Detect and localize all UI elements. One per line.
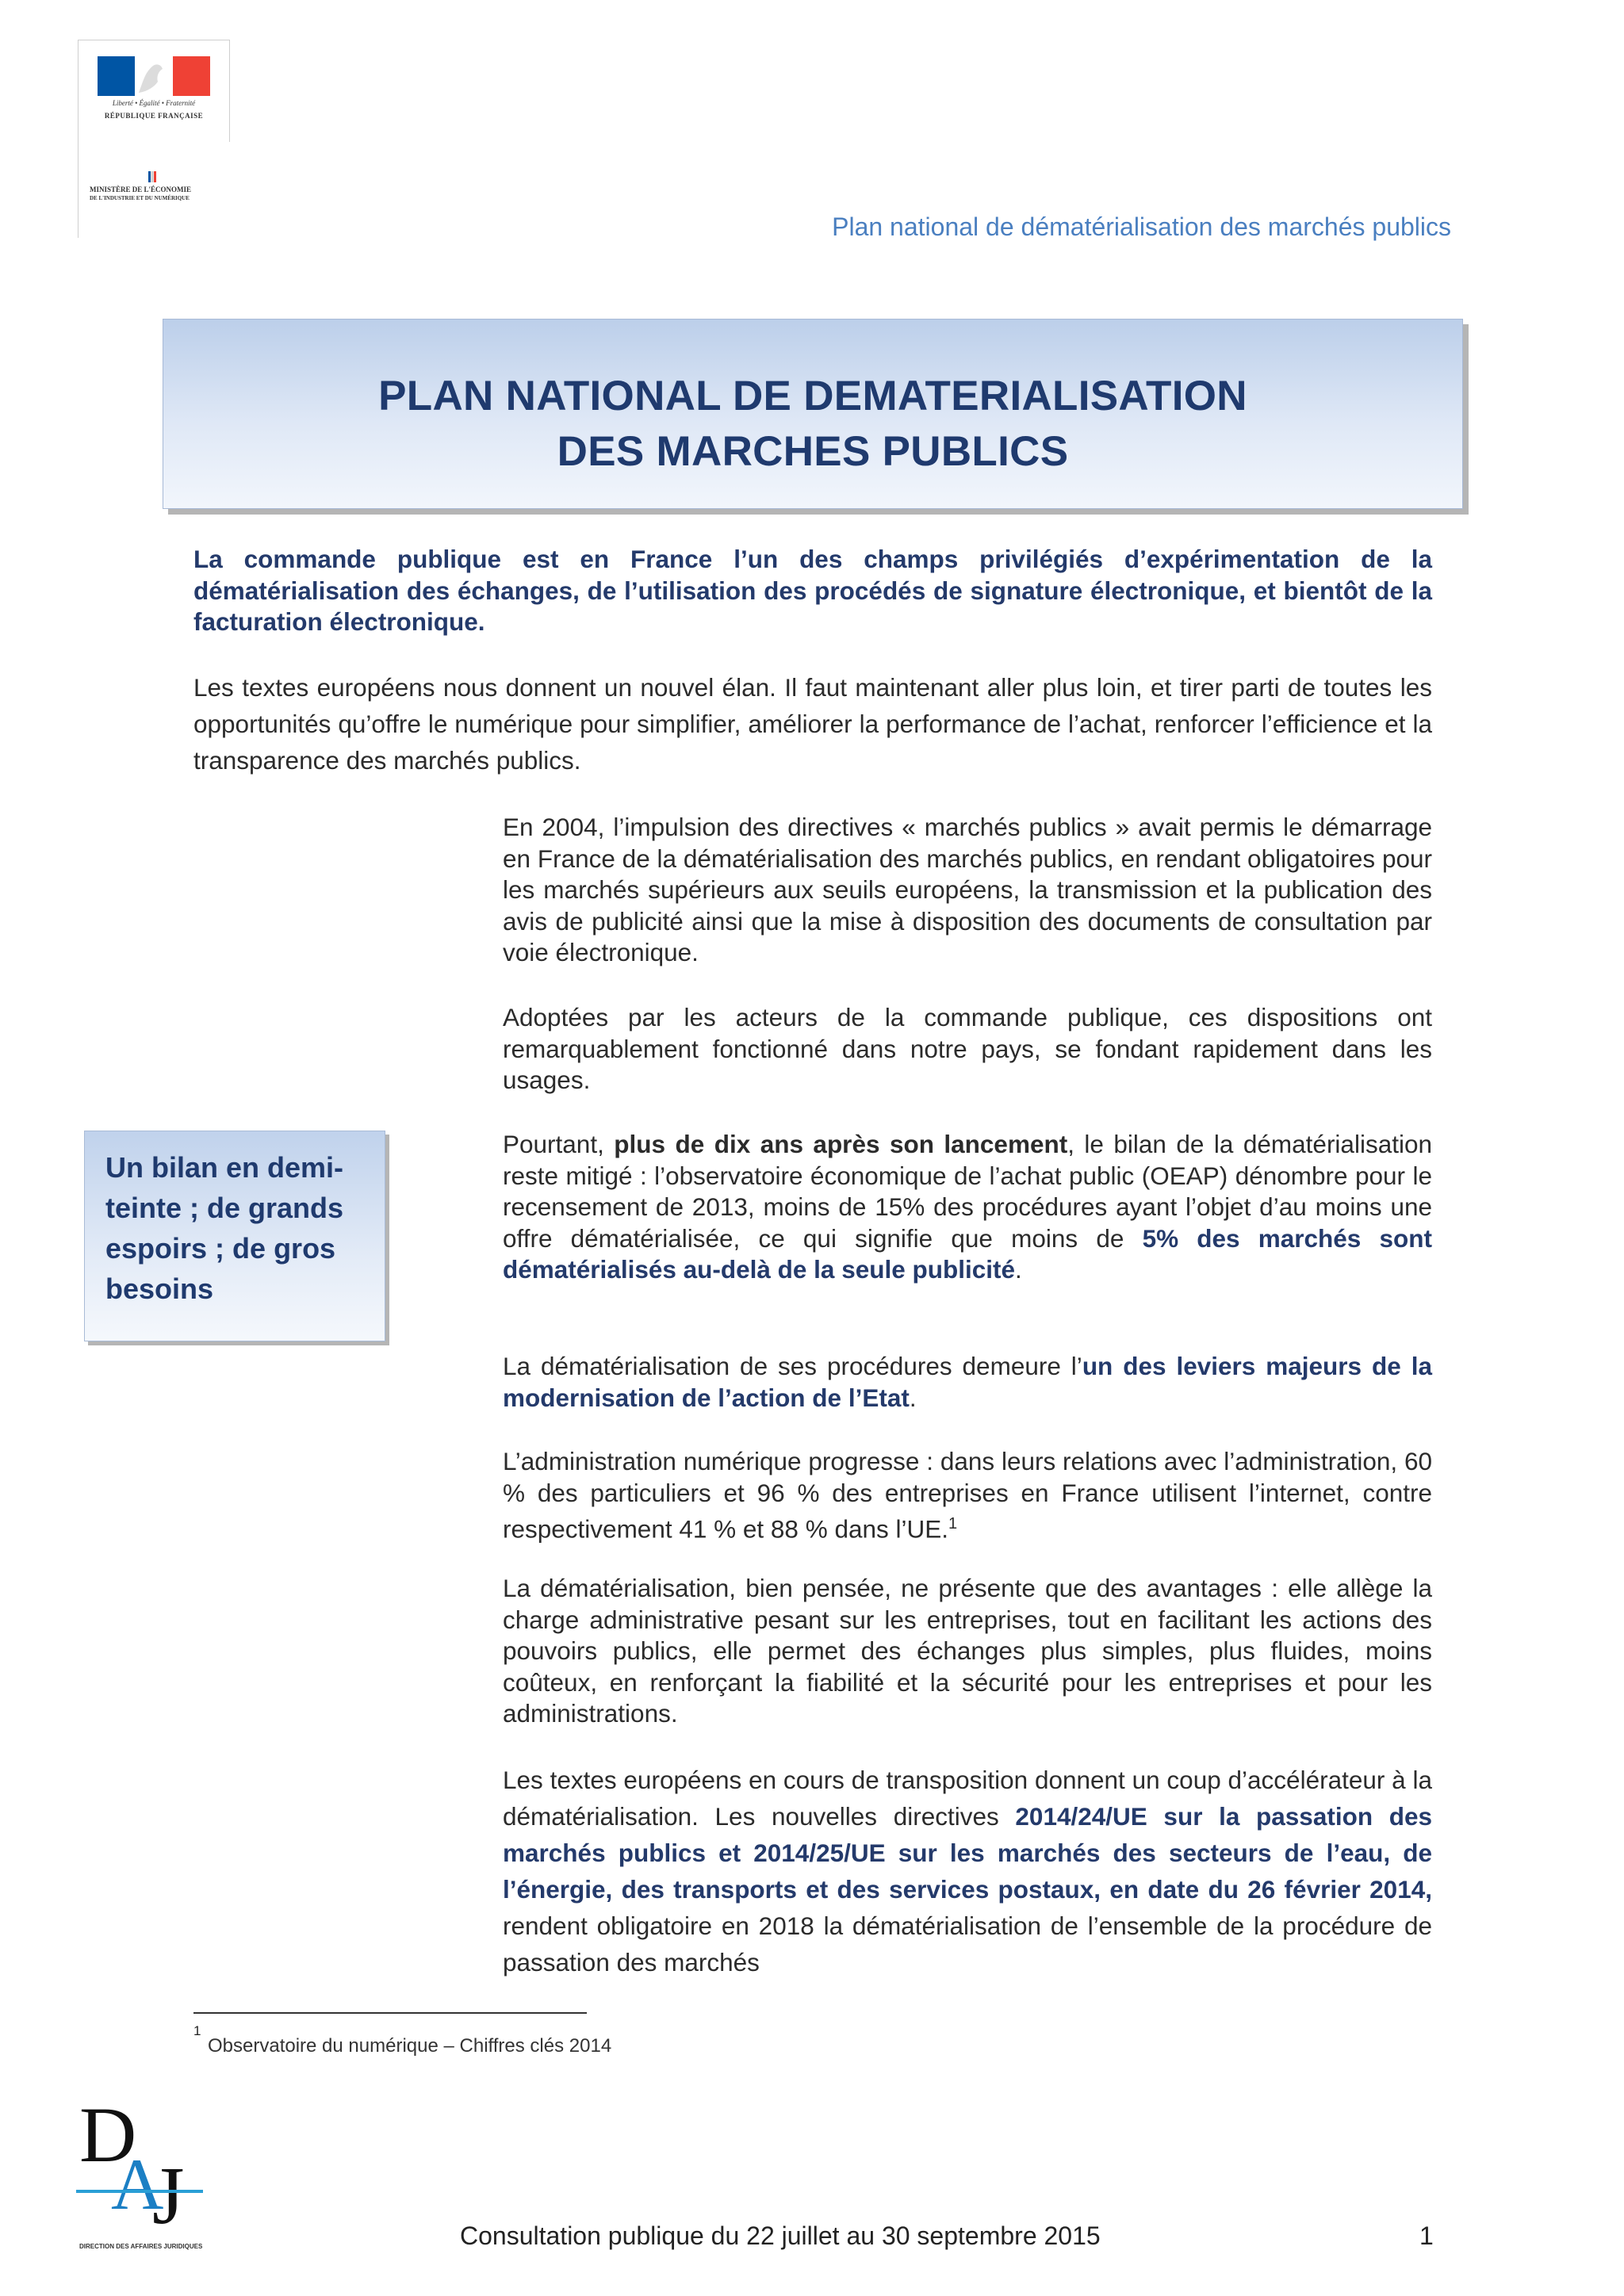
marianne-flag-icon (98, 56, 210, 96)
p5-text-a: La dématérialisation de ses procédures demeure l’ (503, 1352, 1082, 1380)
intro-paragraph: La commande publique est en France l’un des champs privilégiés d’expérimentation de la dématérialisation des échanges, de l’utilisation des procédés de signature électronique, et bientôt de la facturation électronique. (193, 545, 1432, 636)
p4-bold-5-pourcent: 5% des marchés sont dématérialisés au-delà de la seule publicité (503, 1223, 1433, 1284)
p4-bold-dix-ans: plus de dix ans après son lancement (614, 1130, 1068, 1158)
footnote-text: Observatoire du numérique – Chiffres clés 2014 (208, 2035, 612, 2057)
paragraph-administration-numerique (503, 1446, 1432, 1545)
p5-text-c: . (909, 1383, 917, 1412)
paragraph-adoptees: Adoptées par les acteurs de la commande publique, ces dispositions ont remarquablement fonctionné dans notre pays, se fondant rapidement dans les usages. (503, 1003, 1432, 1094)
footnote-separator (193, 2012, 587, 2014)
document-title-line-2: DES MARCHES PUBLICS (557, 428, 1069, 475)
p6-text: L’administration numérique progresse : dans leurs relations avec l’administration, 60 % des particuliers et 96 % des entreprises en France utilisent l’internet, contre respectivement 41 % et 88 % dans l’UE. (503, 1447, 1432, 1544)
ministere-logo (78, 141, 229, 238)
title-box (163, 319, 1463, 509)
sidebar-callout (84, 1131, 385, 1341)
callout-text: Un bilan en demi-teinte ; de grands espoirs ; de gros besoins (105, 1151, 344, 1305)
running-header: Plan national de dématérialisation des marchés publics (832, 212, 1451, 241)
svg-text:J: J (152, 2150, 185, 2241)
p4-text-a: Pourtant, (503, 1130, 615, 1158)
footnote-ref[interactable]: 1 (948, 1515, 958, 1533)
p4-text-e: . (1015, 1255, 1022, 1284)
document-title-line-1: PLAN NATIONAL DE DEMATERIALISATION (378, 373, 1247, 419)
paragraph-avantages: La dématérialisation, bien pensée, ne présente que des avantages : elle allège la charge administrative pesant sur les entreprises, tout en facilitant les actions des pouvoirs publics, elle permet des échanges plus simples, plus fluides, moins coûteux, en renforçant la fiabilité et la sécurité pour les entreprises et pour les administrations. (503, 1574, 1432, 1728)
ministere-subtitle: DE L'INDUSTRIE ET DU NUMÉRIQUE (90, 195, 190, 201)
p8-text-c: rendent obligatoire en 2018 la dématérialisation de l’ensemble de la procédure de passation des marchés (503, 1911, 1432, 1976)
daj-caption: DIRECTION DES AFFAIRES JURIDIQUES (79, 2243, 203, 2250)
paragraph-elan: Les textes européens nous donnent un nouvel élan. Il faut maintenant aller plus loin, et tirer parti de toutes les opportunités qu’offre le numérique pour simplifier, améliorer la performance de l’achat, renforcer l’efficience et la transparence des marchés publics. (193, 673, 1432, 775)
ministere-emblem-icon (148, 171, 156, 182)
page-number: 1 (1419, 2221, 1434, 2250)
paragraph-directives (503, 1762, 1432, 1980)
republique-motto: Liberté • Égalité • Fraternité (112, 99, 196, 107)
svg-text:D: D (79, 2091, 137, 2179)
daj-logo (76, 2090, 211, 2256)
paragraph-2004: En 2004, l’impulsion des directives « marchés publics » avait permis le démarrage en France de la dématérialisation des marchés publics, en rendant obligatoires pour les marchés supérieurs aux seuils européens, la transmission et la publication des avis de publicité ainsi que la mise à disposition des documents de consultation par voie électronique. (503, 813, 1432, 966)
ministere-name: MINISTÈRE DE L'ÉCONOMIE (90, 186, 192, 193)
republique-francaise-logo (78, 40, 230, 142)
p4-text-c: , le bilan de la dématérialisation reste mitigé : l’observatoire économique de l’achat public (OEAP) dénombre pour le recensement de 2013, moins de 15% des procédures ayant l’objet d’au moins une offre dématérialisée, ce qui signifie que moins de (503, 1130, 1433, 1253)
republique-name: RÉPUBLIQUE FRANÇAISE (104, 112, 204, 120)
svg-text:A: A (111, 2144, 164, 2225)
p8-bold-directives: 2014/24/UE sur la passation des marchés publics et 2014/25/UE sur les marchés des secteurs de l’eau, de l’énergie, des transports et des services postaux, en date du 26 février 2014, (503, 1802, 1432, 1904)
paragraph-leviers (503, 1351, 1432, 1414)
footnote-number: 1 (193, 2023, 201, 2038)
p5-bold-leviers: un des leviers majeurs de la modernisation de l’action de l’Etat (503, 1352, 1432, 1412)
paragraph-pourtant (503, 1129, 1432, 1286)
p8-text-a: Les textes européens en cours de transposition donnent un coup d’accélérateur à la dématérialisation. Les nouvelles directives (503, 1766, 1432, 1831)
footer-consultation: Consultation publique du 22 juillet au 30 septembre 2015 (460, 2221, 1101, 2250)
